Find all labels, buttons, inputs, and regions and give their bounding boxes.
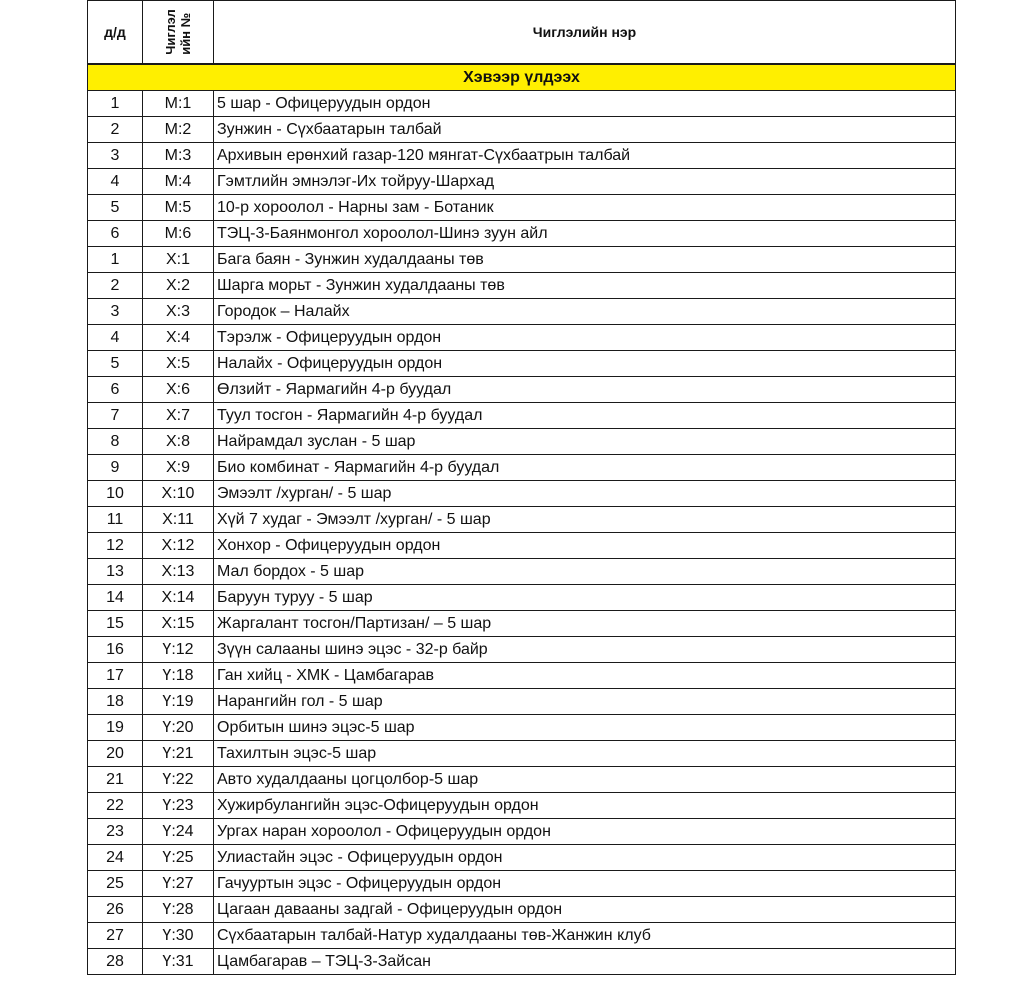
route-code: Х:3	[143, 299, 214, 325]
route-name: Цагаан давааны задгай - Офицеруудын ордон	[214, 897, 956, 923]
table-row	[88, 923, 956, 949]
route-name: Жаргалант тосгон/Партизан/ – 5 шар	[214, 611, 956, 637]
row-number: 3	[88, 143, 143, 169]
column-header-route-code-label: Чиглэл ийн №	[163, 9, 193, 55]
row-number: 1	[88, 247, 143, 273]
route-code: Ү:12	[143, 637, 214, 663]
table-row	[88, 897, 956, 923]
row-number: 15	[88, 611, 143, 637]
route-code: Ү:30	[143, 923, 214, 949]
route-name: Хүй 7 худаг - Эмээлт /хурган/ - 5 шар	[214, 507, 956, 533]
route-name: Городок – Налайх	[214, 299, 956, 325]
row-number: 27	[88, 923, 143, 949]
header-row	[88, 1, 956, 65]
route-code: Ү:24	[143, 819, 214, 845]
table-row	[88, 377, 956, 403]
section-header-row	[88, 64, 956, 91]
route-name: Туул тосгон - Яармагийн 4-р буудал	[214, 403, 956, 429]
route-name: Орбитын шинэ эцэс-5 шар	[214, 715, 956, 741]
route-code: Ү:22	[143, 767, 214, 793]
route-code: Ү:19	[143, 689, 214, 715]
route-name: Сүхбаатарын талбай-Натур худалдааны төв-Жанжин клуб	[214, 923, 956, 949]
route-name: Гэмтлийн эмнэлэг-Их тойруу-Шархад	[214, 169, 956, 195]
route-code: М:4	[143, 169, 214, 195]
route-name: Ган хийц - ХМК - Цамбагарав	[214, 663, 956, 689]
route-code: Х:10	[143, 481, 214, 507]
row-number: 26	[88, 897, 143, 923]
table-row	[88, 351, 956, 377]
row-number: 14	[88, 585, 143, 611]
route-code: М:6	[143, 221, 214, 247]
route-name: Нарангийн гол - 5 шар	[214, 689, 956, 715]
table-row	[88, 637, 956, 663]
table-row	[88, 559, 956, 585]
route-code: Х:4	[143, 325, 214, 351]
route-code: Ү:21	[143, 741, 214, 767]
route-name: Хонхор - Офицеруудын ордон	[214, 533, 956, 559]
table-row	[88, 741, 956, 767]
row-number: 18	[88, 689, 143, 715]
table-row	[88, 949, 956, 975]
table-row	[88, 871, 956, 897]
column-header-route-code	[143, 1, 214, 65]
route-name: Тахилтын эцэс-5 шар	[214, 741, 956, 767]
route-name: Цамбагарав – ТЭЦ-3-Зайсан	[214, 949, 956, 975]
row-number: 25	[88, 871, 143, 897]
row-number: 4	[88, 169, 143, 195]
table-row	[88, 845, 956, 871]
row-number: 19	[88, 715, 143, 741]
route-name: Зүүн салааны шинэ эцэс - 32-р байр	[214, 637, 956, 663]
row-number: 12	[88, 533, 143, 559]
row-number: 24	[88, 845, 143, 871]
route-name: Био комбинат - Яармагийн 4-р буудал	[214, 455, 956, 481]
row-number: 13	[88, 559, 143, 585]
table-row	[88, 325, 956, 351]
row-number: 10	[88, 481, 143, 507]
row-number: 6	[88, 221, 143, 247]
table-row	[88, 455, 956, 481]
table-row	[88, 507, 956, 533]
route-code: Х:14	[143, 585, 214, 611]
row-number: 2	[88, 273, 143, 299]
route-code: Х:9	[143, 455, 214, 481]
route-name: Авто худалдааны цогцолбор-5 шар	[214, 767, 956, 793]
route-name: Ургах наран хороолол - Офицеруудын ордон	[214, 819, 956, 845]
route-table	[87, 0, 956, 975]
row-number: 16	[88, 637, 143, 663]
route-name: Эмээлт /хурган/ - 5 шар	[214, 481, 956, 507]
row-number: 21	[88, 767, 143, 793]
route-name: Зунжин - Сүхбаатарын талбай	[214, 117, 956, 143]
route-code: Ү:23	[143, 793, 214, 819]
route-code: Х:7	[143, 403, 214, 429]
route-name: Мал бордох - 5 шар	[214, 559, 956, 585]
table-row	[88, 273, 956, 299]
route-code: М:2	[143, 117, 214, 143]
route-name: Хужирбулангийн эцэс-Офицеруудын ордон	[214, 793, 956, 819]
row-number: 23	[88, 819, 143, 845]
route-name: Өлзийт - Яармагийн 4-р буудал	[214, 377, 956, 403]
table-row	[88, 611, 956, 637]
row-number: 1	[88, 91, 143, 117]
route-code: Х:2	[143, 273, 214, 299]
table-row	[88, 689, 956, 715]
row-number: 4	[88, 325, 143, 351]
table-row	[88, 195, 956, 221]
table-row	[88, 715, 956, 741]
table-row	[88, 767, 956, 793]
route-code: Ү:31	[143, 949, 214, 975]
route-name: ТЭЦ-3-Баянмонгол хороолол-Шинэ зуун айл	[214, 221, 956, 247]
row-number: 8	[88, 429, 143, 455]
row-number: 5	[88, 351, 143, 377]
route-code: Х:12	[143, 533, 214, 559]
route-name: Баруун туруу - 5 шар	[214, 585, 956, 611]
table-row	[88, 247, 956, 273]
table-row	[88, 793, 956, 819]
table-row	[88, 819, 956, 845]
row-number: 9	[88, 455, 143, 481]
table-row	[88, 663, 956, 689]
route-table-sheet	[87, 0, 955, 975]
route-name: Архивын ерөнхий газар-120 мянгат-Сүхбаатрын талбай	[214, 143, 956, 169]
column-header-number: д/д	[88, 1, 143, 65]
route-code: М:1	[143, 91, 214, 117]
row-number: 28	[88, 949, 143, 975]
route-name: Тэрэлж - Офицеруудын ордон	[214, 325, 956, 351]
route-name: 10-р хороолол - Нарны зам - Ботаник	[214, 195, 956, 221]
table-row	[88, 533, 956, 559]
route-code: Х:15	[143, 611, 214, 637]
row-number: 20	[88, 741, 143, 767]
route-code: Ү:25	[143, 845, 214, 871]
table-row	[88, 169, 956, 195]
column-header-route-name: Чиглэлийн нэр	[214, 1, 956, 65]
row-number: 11	[88, 507, 143, 533]
route-name: Бага баян - Зунжин худалдааны төв	[214, 247, 956, 273]
row-number: 7	[88, 403, 143, 429]
route-code: Х:13	[143, 559, 214, 585]
route-code: Х:5	[143, 351, 214, 377]
row-number: 17	[88, 663, 143, 689]
table-row	[88, 585, 956, 611]
route-code: М:3	[143, 143, 214, 169]
table-row	[88, 481, 956, 507]
route-name: 5 шар - Офицеруудын ордон	[214, 91, 956, 117]
route-code: Х:11	[143, 507, 214, 533]
table-row	[88, 429, 956, 455]
table-row	[88, 299, 956, 325]
route-name: Улиастайн эцэс - Офицеруудын ордон	[214, 845, 956, 871]
table-row	[88, 221, 956, 247]
route-code: Х:6	[143, 377, 214, 403]
row-number: 3	[88, 299, 143, 325]
route-name: Гачууртын эцэс - Офицеруудын ордон	[214, 871, 956, 897]
route-code: Х:1	[143, 247, 214, 273]
row-number: 2	[88, 117, 143, 143]
row-number: 6	[88, 377, 143, 403]
route-code: Ү:20	[143, 715, 214, 741]
route-code: Ү:18	[143, 663, 214, 689]
table-row	[88, 403, 956, 429]
route-code: Ү:27	[143, 871, 214, 897]
section-title: Хэвээр үлдээх	[88, 64, 956, 91]
route-name: Найрамдал зуслан - 5 шар	[214, 429, 956, 455]
table-row	[88, 117, 956, 143]
row-number: 22	[88, 793, 143, 819]
route-code: Ү:28	[143, 897, 214, 923]
route-code: Х:8	[143, 429, 214, 455]
row-number: 5	[88, 195, 143, 221]
route-name: Шарга морьт - Зунжин худалдааны төв	[214, 273, 956, 299]
route-code: М:5	[143, 195, 214, 221]
table-row	[88, 143, 956, 169]
table-row	[88, 91, 956, 117]
route-name: Налайх - Офицеруудын ордон	[214, 351, 956, 377]
